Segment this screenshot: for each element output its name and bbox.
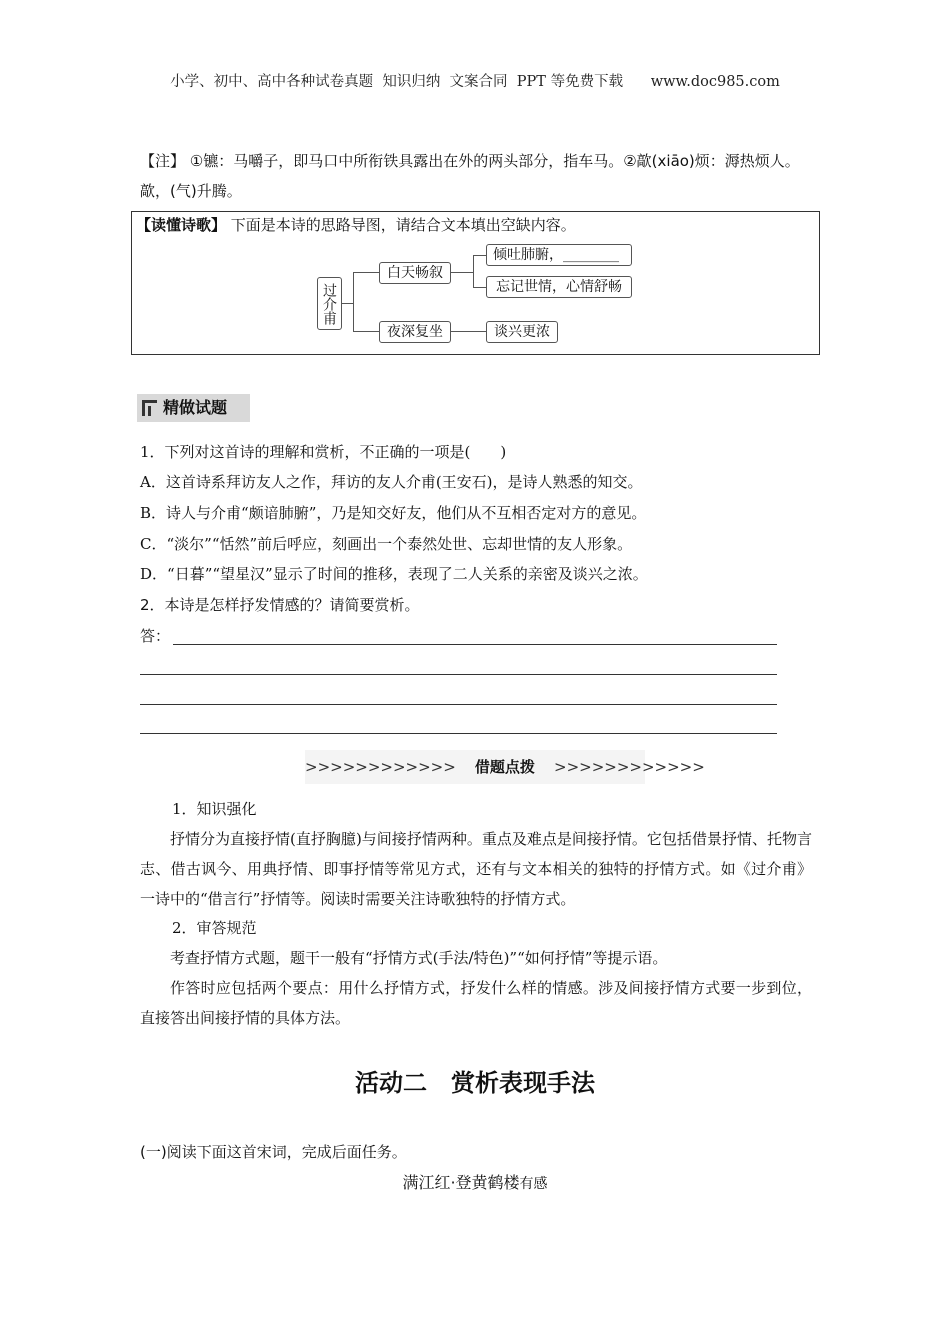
mindmap-leaf-talk: 谈兴更浓	[486, 321, 558, 343]
poem-title	[0, 1168, 950, 1199]
mindmap-root: 过介甫	[317, 277, 342, 330]
task-instruction: (一)阅读下面这首宋词，完成后面任务。	[140, 1143, 407, 1161]
knowledge-heading-2: 2．审答规范	[172, 919, 257, 937]
connector	[342, 303, 353, 304]
tip-banner	[305, 750, 705, 784]
q1-option-a: A．这首诗系拜访友人之作，拜访的友人介甫(王安石)，是诗人熟悉的知交。	[140, 473, 643, 491]
q1-option-c: C．“淡尔”“恬然”前后呼应，刻画出一个泰然处世、忘却世情的友人形象。	[140, 535, 633, 553]
connector	[353, 331, 379, 332]
knowledge-paragraph-3: 作答时应包括两个要点：用什么抒情方式，抒发什么样的情感。涉及间接抒情方式要一步到位，直接答出间接抒情的具体方法。	[140, 979, 812, 1027]
answer-line	[140, 704, 777, 705]
page-header: 小学、初中、高中各种试卷真题 知识归纳 文案合同 PPT 等免费下载 www.doc985.com	[170, 74, 780, 90]
section-icon	[142, 400, 157, 416]
tip-arrows-left: >>>>>>>>>>>>	[305, 758, 456, 776]
knowledge-paragraph-2: 考查抒情方式题，题干一般有“抒情方式(手法/特色)”“如何抒情”等提示语。	[170, 949, 668, 967]
knowledge-paragraph-1: 抒情分为直接抒情(直抒胸臆)与间接抒情两种。重点及难点是间接抒情。它包括借景抒情、托物言志、借古讽今、用典抒情、即事抒情等常见方式，还有与文本相关的独特的抒情方式。如《过介甫》一诗中的“借言行”抒情等。阅读时需要关注诗歌独特的抒情方式。	[140, 830, 812, 908]
mindmap-branch-night: 夜深复坐	[379, 321, 451, 343]
annotation-note: 【注】 ①镳：马嚼子，即马口中所衔铁具露出在外的两头部分，指车马。②歊(xiāo)烦：溽热烦人。歊，(气)升腾。	[140, 152, 800, 200]
activity-title: 活动二 赏析表现手法	[355, 1069, 595, 1097]
q2-stem: 2．本诗是怎样抒发情感的？请简要赏析。	[140, 596, 420, 614]
connector	[473, 255, 474, 287]
mindmap-branch-day: 白天畅叙	[379, 262, 451, 284]
mindmap-title	[136, 214, 576, 236]
mindmap-instruction: 下面是本诗的思路导图，请结合文本填出空缺内容。	[230, 216, 576, 234]
connector	[473, 287, 486, 288]
connector	[451, 331, 486, 332]
mindmap-leaf-blank: 倾吐肺腑，________	[486, 244, 632, 266]
mindmap-tag: 【读懂诗歌】	[136, 216, 227, 234]
q2-answer-label: 答：	[140, 627, 171, 645]
section-badge-label: 精做试题	[163, 398, 228, 417]
answer-line	[140, 674, 777, 675]
connector	[451, 272, 473, 273]
answer-line	[173, 644, 777, 645]
connector	[353, 272, 354, 332]
answer-line	[140, 733, 777, 734]
tip-arrows-right: >>>>>>>>>>>>	[554, 758, 705, 776]
knowledge-heading-1: 1．知识强化	[172, 800, 257, 818]
connector	[473, 255, 486, 256]
poem-title-sub: 有感	[519, 1176, 548, 1192]
poem-title-main: 满江红·登黄鹤楼	[402, 1173, 520, 1192]
section-badge	[137, 394, 250, 422]
tip-label: 借题点拨	[474, 758, 535, 776]
q1-option-d: D．“日暮”“望星汉”显示了时间的推移，表现了二人关系的亲密及谈兴之浓。	[140, 565, 648, 583]
mindmap-leaf-forget: 忘记世情，心情舒畅	[486, 276, 632, 298]
q1-stem: 1．下列对这首诗的理解和赏析，不正确的一项是( )	[140, 443, 507, 461]
q1-option-b: B．诗人与介甫“颇谙肺腑”，乃是知交好友，他们从不互相否定对方的意见。	[140, 504, 647, 522]
connector	[353, 272, 379, 273]
